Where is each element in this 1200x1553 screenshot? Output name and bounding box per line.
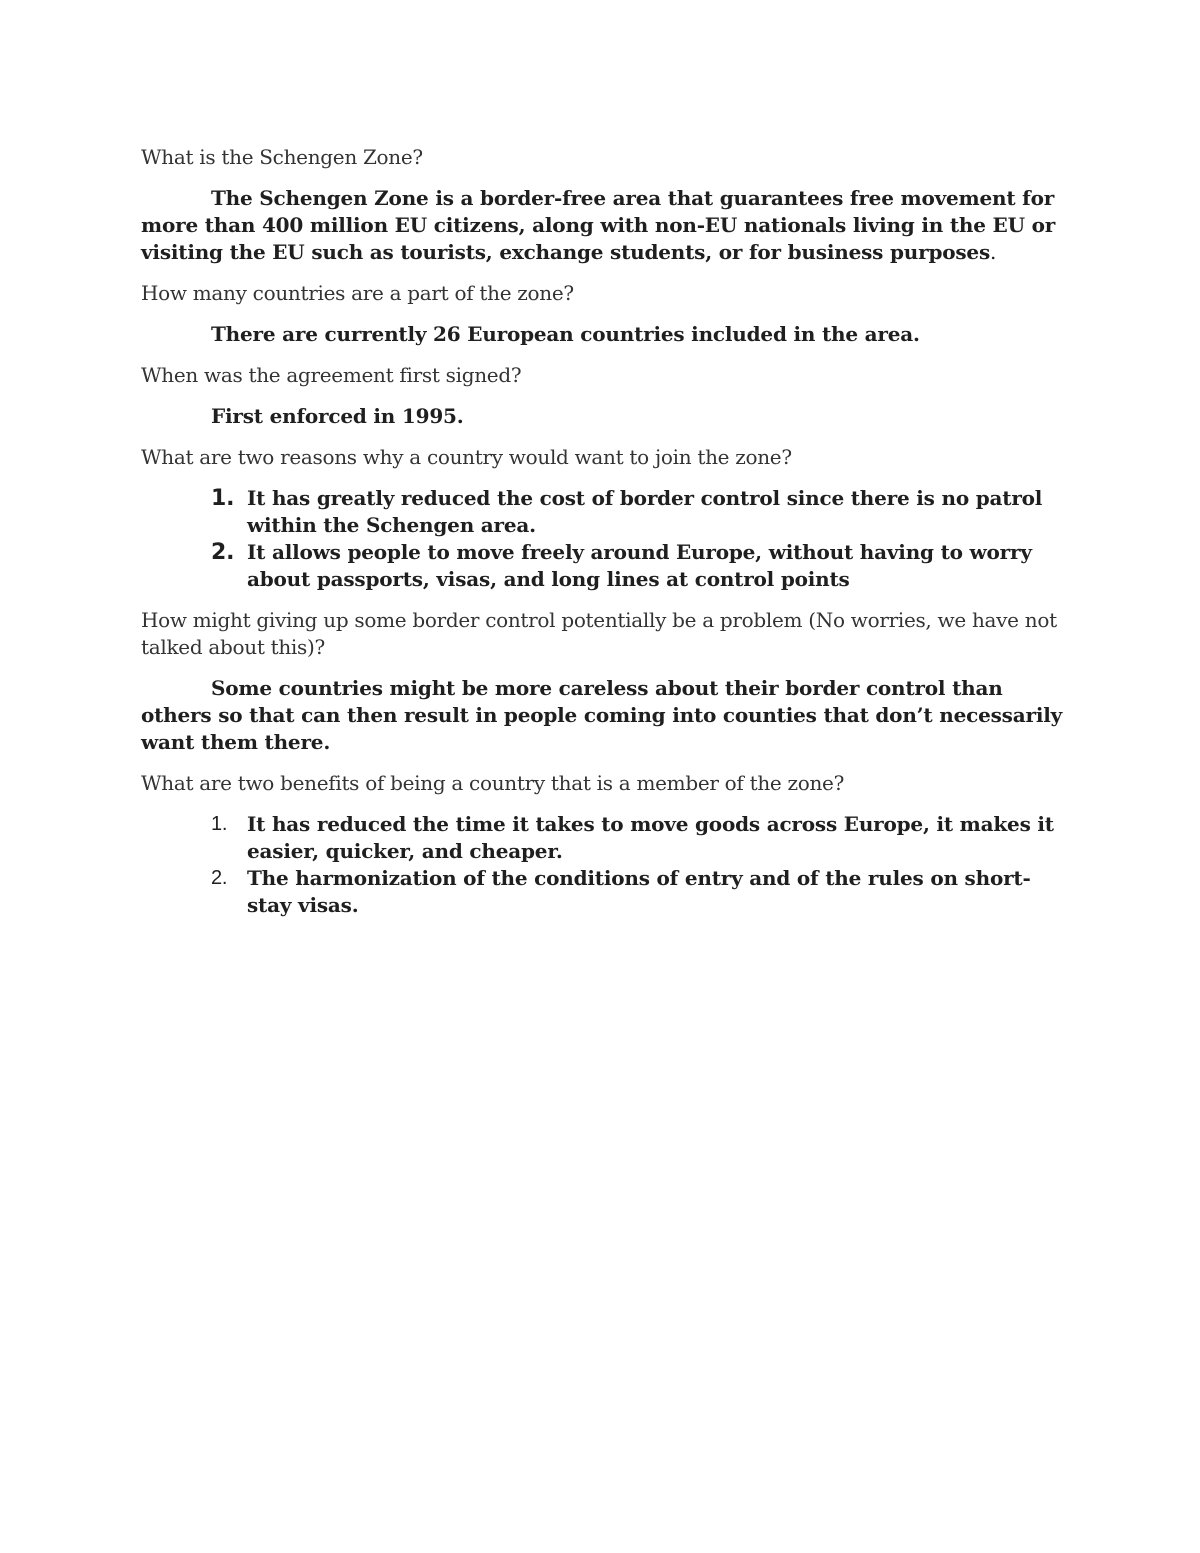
list-number: 1. (211, 813, 228, 835)
list-item (141, 539, 1071, 593)
list-item (141, 485, 1071, 539)
question-5: How might giving up some border control potentially be a problem (No worries, we have not talked about this)? (141, 608, 1057, 659)
question-6: What are two benefits of being a country that is a member of the zone? (141, 771, 845, 795)
list-item-text: It has greatly reduced the cost of border control since there is no patrol within the Schengen area. (247, 486, 1043, 537)
question-4: What are two reasons why a country would want to join the zone? (141, 445, 792, 469)
question-2: How many countries are a part of the zone? (141, 281, 574, 305)
question-1: What is the Schengen Zone? (141, 145, 423, 169)
reasons-list (141, 485, 1071, 593)
list-item (141, 865, 1071, 919)
answer-2: There are currently 26 European countries included in the area. (211, 322, 920, 346)
answer-1 (141, 185, 1071, 266)
answer-1-text: The Schengen Zone is a border-free area that guarantees free movement for more than 400 million EU citizens, along with non-EU nationals living in the EU or visiting the EU such as tourists, exchange students, or for business purposes (141, 186, 1056, 264)
list-number: 2. (211, 867, 228, 889)
question-3: When was the agreement first signed? (141, 363, 522, 387)
answer-5: Some countries might be more careless about their border control than others so that can then result in people coming into counties that don’t necessarily want them there. (141, 676, 1063, 754)
list-item-text: It has reduced the time it takes to move goods across Europe, it makes it easier, quicker, and cheaper. (247, 812, 1054, 863)
list-item-text: It allows people to move freely around Europe, without having to worry about passports, visas, and long lines at control points (247, 540, 1032, 591)
list-number: 2. (211, 540, 235, 565)
list-number: 1. (211, 486, 235, 511)
answer-1-trail: . (990, 240, 997, 264)
benefits-list (141, 811, 1071, 919)
list-item (141, 811, 1071, 865)
answer-3: First enforced in 1995. (211, 404, 464, 428)
list-item-text: The harmonization of the conditions of entry and of the rules on short-stay visas. (247, 866, 1031, 917)
document-page (141, 144, 1071, 933)
